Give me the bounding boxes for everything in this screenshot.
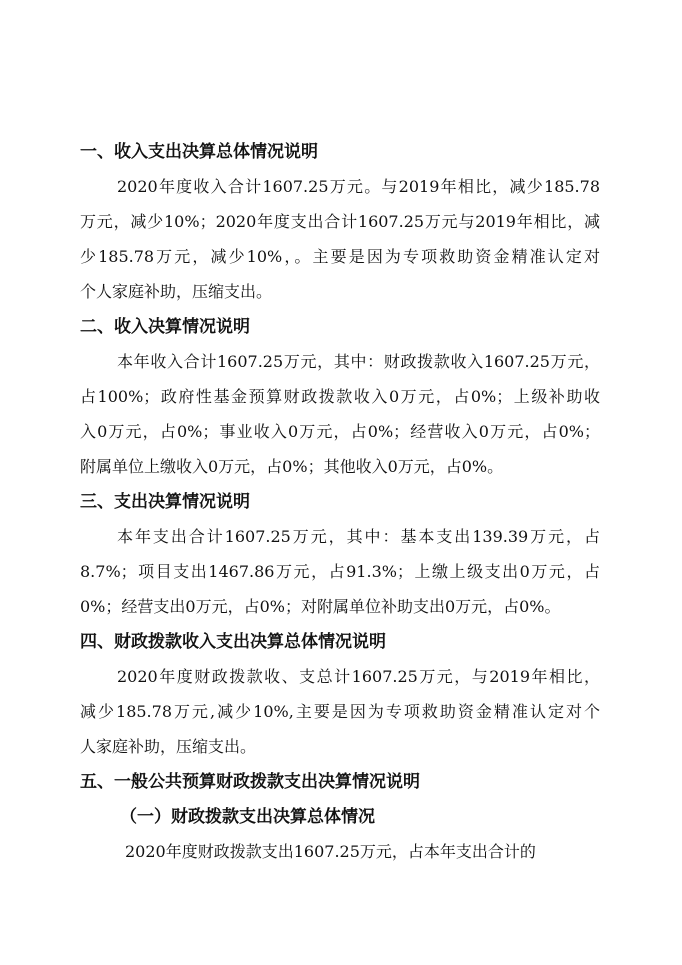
section-2-line-3: 入0万元，占0%；事业收入0万元，占0%；经营收入0万元，占0%； (80, 422, 600, 441)
section-heading-5: 五、一般公共预算财政拨款支出决算情况说明 (80, 772, 420, 792)
section-4-line-2: 减少185.78万元,减少10%,主要是因为专项救助资金精准认定对个 (80, 702, 600, 721)
section-1-line-2: 万元，减少10%；2020年度支出合计1607.25万元与2019年相比，减 (80, 212, 600, 231)
section-heading-2: 二、收入决算情况说明 (80, 317, 250, 337)
section-3-line-3: 0%；经营支出0万元，占0%；对附属单位补助支出0万元，占0%。 (80, 597, 561, 616)
section-5-subheading: （一）财政拨款支出决算总体情况 (120, 807, 375, 827)
section-heading-3: 三、支出决算情况说明 (80, 492, 250, 512)
section-1-line-4: 个人家庭补助，压缩支出。 (80, 282, 273, 301)
section-1-line-1: 2020年度收入合计1607.25万元。与2019年相比，减少185.78 (117, 177, 600, 196)
section-3-line-1: 本年支出合计1607.25万元，其中：基本支出139.39万元，占 (117, 527, 600, 546)
section-2-line-2: 占100%；政府性基金预算财政拨款收入0万元，占0%；上级补助收 (80, 387, 600, 406)
section-3-line-2: 8.7%；项目支出1467.86万元，占91.3%；上缴上级支出0万元，占 (80, 562, 600, 581)
section-2-line-4: 附属单位上缴收入0万元，占0%；其他收入0万元，占0%。 (80, 457, 504, 476)
section-5-line-1: 2020年度财政拨款支出1607.25万元，占本年支出合计的 (125, 842, 536, 861)
section-4-line-1: 2020年度财政拨款收、支总计1607.25万元，与2019年相比， (117, 667, 600, 686)
section-2-line-1: 本年收入合计1607.25万元，其中：财政拨款收入1607.25万元， (117, 352, 600, 371)
section-heading-1: 一、收入支出决算总体情况说明 (80, 142, 318, 162)
section-heading-4: 四、财政拨款收入支出决算总体情况说明 (80, 632, 386, 652)
section-4-line-3: 人家庭补助，压缩支出。 (80, 737, 257, 756)
section-1-line-3: 少185.78万元，减少10%，。主要是因为专项救助资金精准认定对 (80, 247, 600, 266)
